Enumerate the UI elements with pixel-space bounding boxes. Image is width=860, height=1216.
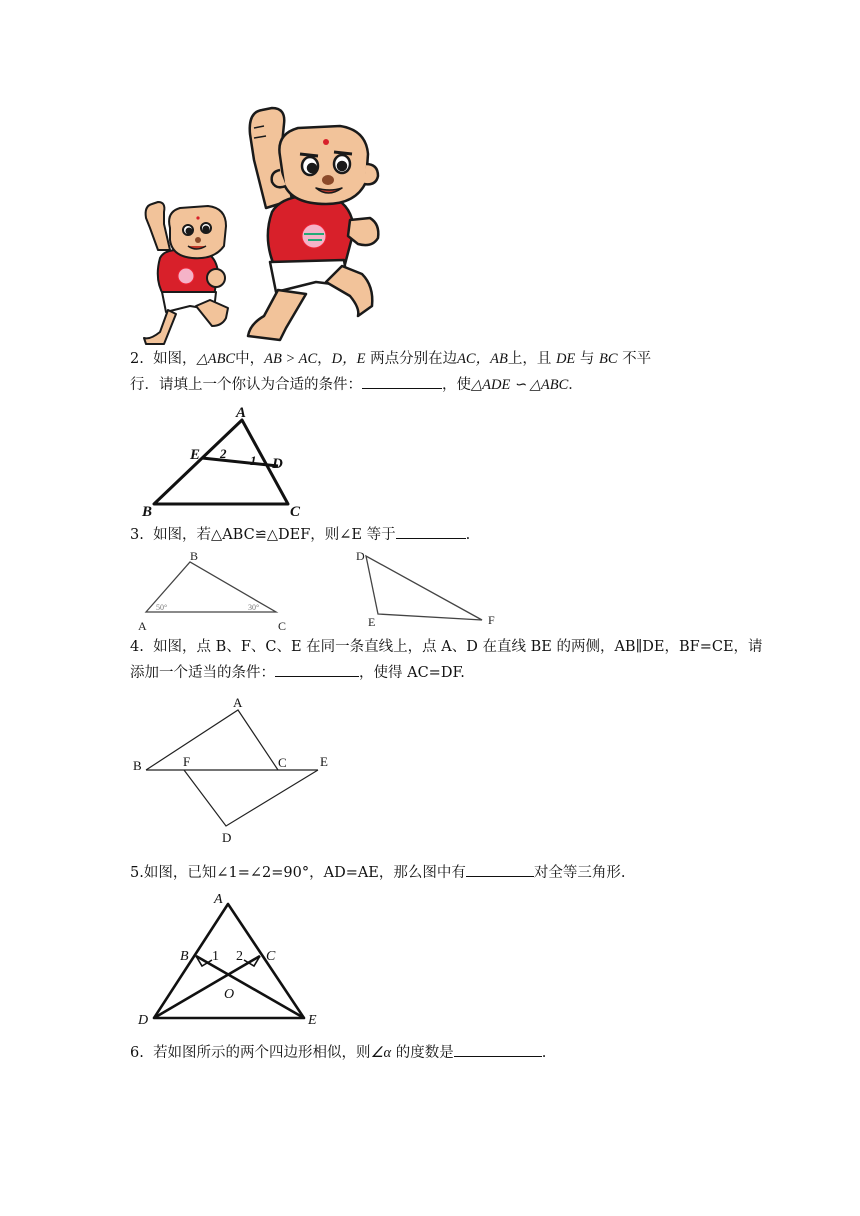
q4-figure [128, 690, 348, 850]
q3-label-c: C [278, 619, 287, 633]
q4-triangle-abc [146, 710, 278, 770]
q4-label-e: E [320, 754, 328, 769]
q5-segment-cd [154, 956, 260, 1018]
answer-blank-q3[interactable] [396, 524, 466, 539]
q2-label-a: A [236, 405, 247, 421]
answer-blank-q4[interactable] [275, 662, 359, 677]
q4-label-b: B [133, 758, 142, 773]
q2-label-d: D [272, 456, 283, 472]
q3-label-f: F [488, 613, 495, 627]
q3-angle-a: 50° [156, 603, 168, 612]
q5-label-d: D [138, 1013, 149, 1028]
q3-label-a: A [138, 619, 147, 633]
q5-figure [134, 890, 334, 1030]
q2-triangle-abc [154, 420, 288, 504]
q4-label-d: D [222, 830, 232, 845]
q4-triangle-dfe [184, 770, 318, 826]
q3-label-d: D [356, 549, 365, 563]
question-6: 6. 若如图所示的两个四边形相似，则∠α 的度数是 . [130, 1040, 546, 1066]
question-4-line-2: 添加一个适当的条件： ，使得 AC=DF. [130, 660, 465, 686]
answer-blank-q6[interactable] [454, 1042, 542, 1057]
q3-angle-c: 30° [248, 603, 260, 612]
q3-figures [130, 546, 510, 636]
q5-label-e: E [308, 1013, 317, 1028]
q5-label-a: A [214, 892, 223, 907]
q2-angle-1: 1 [250, 453, 257, 468]
question-5: 5.如图，已知∠1=∠2=90°，AD=AE，那么图中有 对全等三角形. [130, 860, 626, 886]
q3-label-e: E [368, 615, 376, 629]
q2-angle-2: 2 [220, 446, 227, 461]
question-2-line-2: 行．请填上一个你认为合适的条件： ，使△ADE ∽ △ABC． [130, 372, 583, 398]
large-mascot [248, 108, 378, 340]
q4-label-c: C [278, 755, 287, 770]
q5-label-c: C [266, 949, 276, 964]
q2-label-c: C [290, 504, 301, 520]
q5-label-o: O [224, 987, 235, 1002]
small-mascot [144, 202, 228, 344]
q5-label-b: B [180, 949, 189, 964]
answer-blank-q2[interactable] [362, 374, 442, 389]
question-3: 3. 如图，若△ABC≌△DEF，则∠E 等于 . [130, 522, 470, 548]
q5-segment-be [196, 956, 304, 1018]
mascot-illustration [130, 100, 400, 348]
q2-label-b: B [142, 504, 153, 520]
q3-triangle-def [366, 556, 482, 620]
q5-angle-2: 2 [236, 949, 243, 964]
q4-label-a: A [233, 695, 243, 710]
question-4-line-1: 4. 如图，点 B、F、C、E 在同一条直线上，点 A、D 在直线 BE 的两侧，AB∥DE，BF=CE，请 [130, 639, 763, 655]
q3-label-b: B [190, 549, 199, 563]
q4-label-f: F [183, 754, 191, 769]
q2-label-e: E [190, 447, 201, 463]
answer-blank-q5[interactable] [466, 862, 534, 877]
q5-angle-1: 1 [212, 949, 219, 964]
q2-figure [138, 404, 313, 520]
question-2-line-1: 2. 如图，△ABC中，AB > AC，D，E 两点分别在边AC，AB上，且 DE 与 BC 不平 [130, 351, 652, 367]
